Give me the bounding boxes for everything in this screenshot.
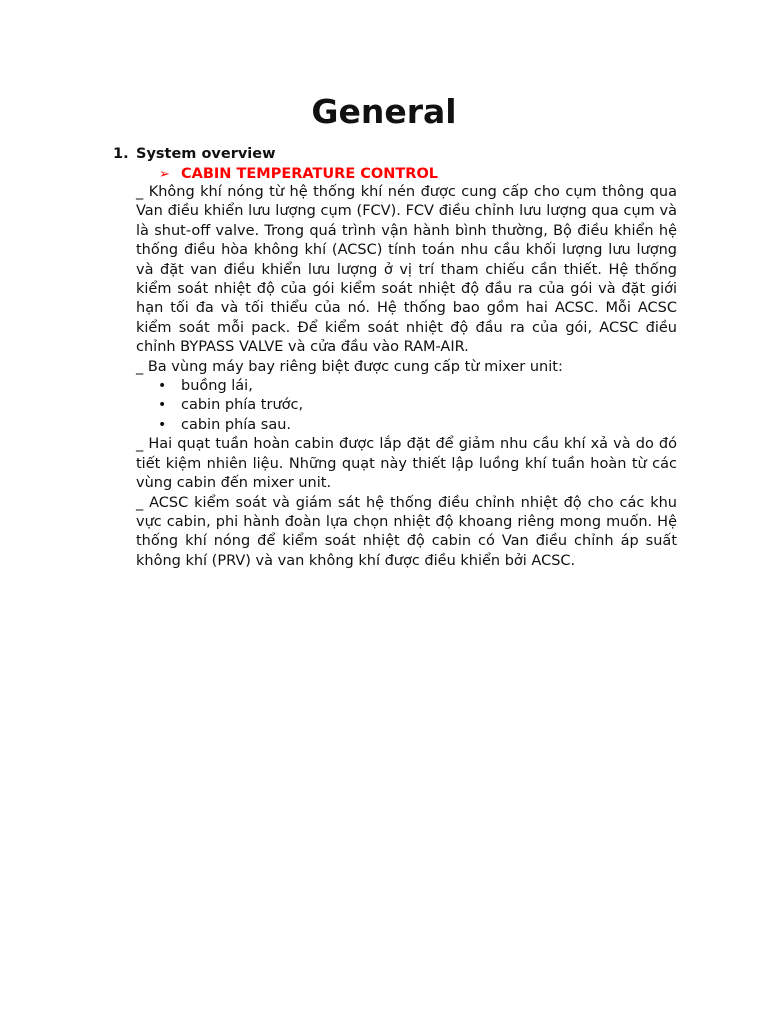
list-item xyxy=(136,396,677,415)
zone-list xyxy=(136,377,677,435)
section-number: 1. xyxy=(113,146,129,162)
paragraph-zones-intro: _ Ba vùng máy bay riêng biệt được cung cấp từ mixer unit: xyxy=(136,358,563,375)
arrow-bullet-icon: ➢ xyxy=(159,167,170,182)
list-item xyxy=(136,377,677,396)
list-item xyxy=(136,416,677,435)
paragraph-recirculation-fans: _ Hai quạt tuần hoàn cabin được lắp đặt để giảm nhu cầu khí xả và do đó tiết kiệm nhiên liệu. Những quạt này thiết lập luồng khí tuần hoàn từ các vùng cabin đến mixer unit. xyxy=(136,436,677,492)
document-title: General xyxy=(311,92,457,131)
bullet-icon: • xyxy=(158,378,167,395)
list-item-text: buồng lái, xyxy=(181,378,253,395)
document-body xyxy=(136,183,677,571)
section-heading-text: System overview xyxy=(136,146,276,162)
list-item-text: cabin phía trước, xyxy=(181,397,304,414)
paragraph-acsc-control: _ ACSC kiểm soát và giám sát hệ thống điều chỉnh nhiệt độ cho các khu vực cabin, phi hành đoàn lựa chọn nhiệt độ khoang riêng mong muốn. Hệ thống khí nóng để kiểm soát nhiệt độ cabin có Van điều chỉnh áp suất không khí (PRV) và van không khí được điều khiển bởi ACSC. xyxy=(136,494,677,569)
section-heading xyxy=(113,144,276,164)
bullet-icon: • xyxy=(158,397,167,414)
list-item-text: cabin phía sau. xyxy=(181,416,292,433)
paragraph-air-supply: _ Không khí nóng từ hệ thống khí nén được cung cấp cho cụm thông qua Van điều khiển lưu lượng cụm (FCV). FCV điều chỉnh lưu lượng qua cụm và là shut-off valve. Trong quá trình vận hành bình thường, Bộ điều khiển hệ thống điều hòa không khí (ACSC) tính toán nhu cầu khối lượng lưu lượng và đặt van điều khiển lưu lượng ở vị trí tham chiếu cần thiết. Hệ thống kiểm soát nhiệt độ của gói kiểm soát nhiệt độ đầu ra của gói và đặt giới hạn tối đa và tối thiểu của nó. Hệ thống bao gồm hai ACSC. Mỗi ACSC kiểm soát mỗi pack. Để kiểm soát nhiệt độ đầu ra của gói, ACSC điều chỉnh BYPASS VALVE và cửa đầu vào RAM-AIR. xyxy=(136,184,677,356)
subsection-heading xyxy=(159,164,438,185)
subsection-heading-text: CABIN TEMPERATURE CONTROL xyxy=(181,166,439,182)
bullet-icon: • xyxy=(158,416,167,433)
